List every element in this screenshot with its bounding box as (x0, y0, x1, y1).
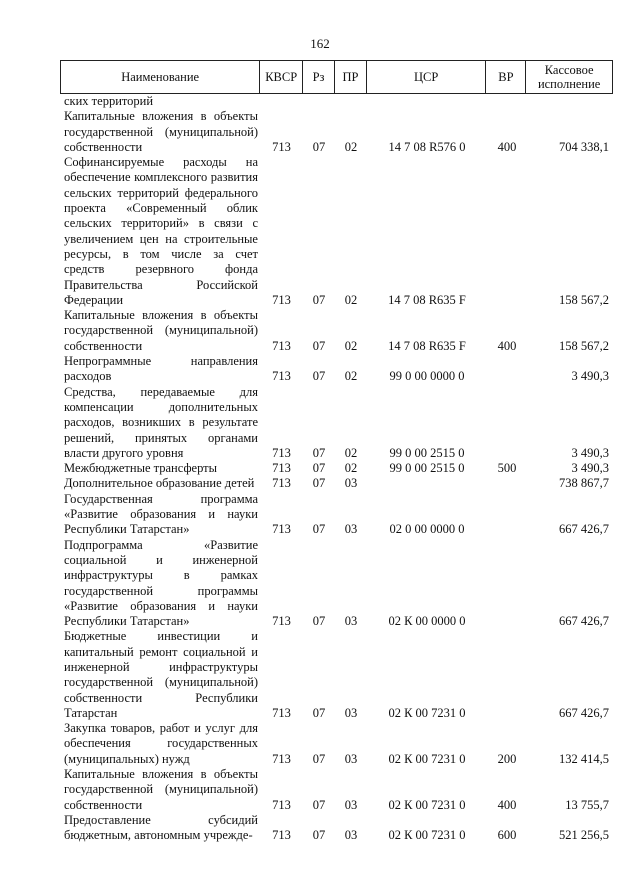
cell-kvsr: 713 (272, 369, 291, 384)
cell-sum: 3 490,3 (571, 461, 609, 476)
cell-name: Дополнительное образование детей (64, 476, 255, 491)
cell-name: Предоставление субсидий бюджетным, автономным учрежде- (64, 812, 258, 843)
cell-kvsr: 713 (272, 476, 291, 491)
cell-name: Капитальные вложения в объекты государственной (муниципальной) собственности (64, 308, 258, 353)
page-number: 162 (310, 36, 330, 51)
table-row (60, 767, 613, 813)
cell-rz: 07 (312, 705, 326, 720)
cell-pr: 03 (344, 705, 358, 720)
cell-pr: 03 (344, 614, 358, 629)
cell-rz: 07 (312, 614, 326, 629)
cell-pr: 02 (344, 139, 358, 154)
cell-name: Межбюджетные трансферты (64, 461, 218, 476)
cell-kvsr: 713 (272, 338, 291, 353)
cell-csr: 99 0 00 2515 0 (389, 445, 465, 460)
cell-rz: 07 (312, 139, 326, 154)
table-row (60, 385, 613, 461)
cell-kvsr: 713 (272, 461, 291, 476)
table-row (60, 476, 613, 491)
cell-csr: 99 0 00 0000 0 (389, 369, 465, 384)
cell-csr: 02 К 00 7231 0 (388, 705, 466, 720)
table-header (60, 60, 613, 94)
cell-csr: 14 7 08 R635 F (388, 292, 466, 307)
cell-rz: 07 (312, 522, 326, 537)
cell-name: ских территорий (64, 94, 154, 108)
cell-kvsr: 713 (272, 292, 291, 307)
cell-vr: 600 (497, 828, 517, 843)
table-row (60, 629, 613, 721)
cell-vr: 400 (497, 797, 517, 812)
cell-vr: 400 (497, 338, 517, 353)
cell-csr: 14 7 08 R576 0 (388, 139, 466, 154)
column-header-vr: ВР (486, 61, 526, 93)
table-row (60, 721, 613, 767)
column-header-name: Наименование (61, 61, 260, 93)
cell-pr: 02 (344, 461, 358, 476)
cell-rz: 07 (312, 476, 326, 491)
cell-sum: 132 414,5 (559, 751, 609, 766)
cell-kvsr: 713 (272, 522, 291, 537)
cell-pr: 03 (344, 476, 358, 491)
table-row (60, 354, 613, 385)
cell-sum: 158 567,2 (559, 338, 609, 353)
cell-sum: 13 755,7 (565, 797, 609, 812)
cell-rz: 07 (312, 292, 326, 307)
cell-sum: 667 426,7 (559, 522, 609, 537)
cell-sum: 667 426,7 (559, 705, 609, 720)
column-header-csr: ЦСР (367, 61, 487, 93)
table-row (60, 538, 613, 630)
cell-vr: 200 (497, 751, 517, 766)
cell-rz: 07 (312, 338, 326, 353)
cell-csr: 02 К 00 7231 0 (388, 751, 466, 766)
cell-kvsr: 713 (272, 705, 291, 720)
cell-name: Капитальные вложения в объекты государственной (муниципальной) собственности (64, 109, 258, 154)
cell-rz: 07 (312, 445, 326, 460)
cell-name: Подпрограмма «Развитие социальной и инженерной инфраструктуры в рамках государственной программы «Развитие образования и науки Республики Татарстан» (64, 537, 258, 629)
cell-pr: 02 (344, 338, 358, 353)
cell-name: Закупка товаров, работ и услуг для обеспечения государственных (муниципальных) нужд (64, 721, 258, 766)
cell-rz: 07 (312, 369, 326, 384)
cell-sum: 3 490,3 (571, 445, 609, 460)
table-body (60, 94, 613, 844)
cell-pr: 03 (344, 522, 358, 537)
table-row (60, 155, 613, 308)
table-row (60, 94, 613, 109)
cell-pr: 02 (344, 445, 358, 460)
table-row (60, 308, 613, 354)
table-row (60, 813, 613, 844)
cell-sum: 158 567,2 (559, 292, 609, 307)
cell-csr: 14 7 08 R635 F (388, 338, 466, 353)
column-header-pr: ПР (335, 61, 367, 93)
cell-csr: 02 К 00 7231 0 (388, 828, 466, 843)
cell-sum: 738 867,7 (559, 476, 609, 491)
cell-pr: 02 (344, 292, 358, 307)
table-row (60, 492, 613, 538)
cell-kvsr: 713 (272, 828, 291, 843)
cell-rz: 07 (312, 828, 326, 843)
table-row (60, 461, 613, 476)
table-row (60, 109, 613, 155)
cell-pr: 03 (344, 828, 358, 843)
cell-kvsr: 713 (272, 614, 291, 629)
cell-name: Софинансируемые расходы на обеспечение комплексного развития сельских территорий федерального проекта «Современный облик сельских территорий» в связи с увеличением цен на строительные ресурсы, в том числе за счет средств резервного фонда Правительства Российской Федерации (64, 155, 258, 307)
cell-csr: 99 0 00 2515 0 (389, 461, 465, 476)
cell-sum: 3 490,3 (571, 369, 609, 384)
cell-kvsr: 713 (272, 797, 291, 812)
cell-name: Капитальные вложения в объекты государственной (муниципальной) собственности (64, 767, 258, 812)
cell-sum: 521 256,5 (559, 828, 609, 843)
cell-csr: 02 К 00 0000 0 (388, 614, 466, 629)
column-header-kvsr: КВСР (260, 61, 303, 93)
cell-name: Государственная программа «Развитие образования и науки Республики Татарстан» (64, 491, 258, 537)
cell-name: Непрограммные направления расходов (64, 354, 258, 384)
column-header-rz: Рз (303, 61, 335, 93)
cell-kvsr: 713 (272, 751, 291, 766)
cell-csr: 02 К 00 7231 0 (388, 797, 466, 812)
cell-csr: 02 0 00 0000 0 (389, 522, 465, 537)
cell-sum: 704 338,1 (559, 139, 609, 154)
cell-name: Бюджетные инвестиции и капитальный ремонт социальной и инженерной инфраструктуры государственной (муниципальной) собственности Республики Татарстан (64, 629, 258, 720)
cell-rz: 07 (312, 461, 326, 476)
cell-kvsr: 713 (272, 445, 291, 460)
cell-pr: 03 (344, 797, 358, 812)
cell-pr: 02 (344, 369, 358, 384)
cell-kvsr: 713 (272, 139, 291, 154)
cell-vr: 500 (497, 461, 517, 476)
cell-name: Средства, передаваемые для компенсации дополнительных расходов, возникших в результате решений, принятых органами власти другого уровня (64, 384, 258, 460)
cell-pr: 03 (344, 751, 358, 766)
cell-rz: 07 (312, 797, 326, 812)
column-header-sum: Кассовое исполнение (537, 63, 601, 91)
cell-rz: 07 (312, 751, 326, 766)
cell-vr: 400 (497, 139, 517, 154)
cell-sum: 667 426,7 (559, 614, 609, 629)
